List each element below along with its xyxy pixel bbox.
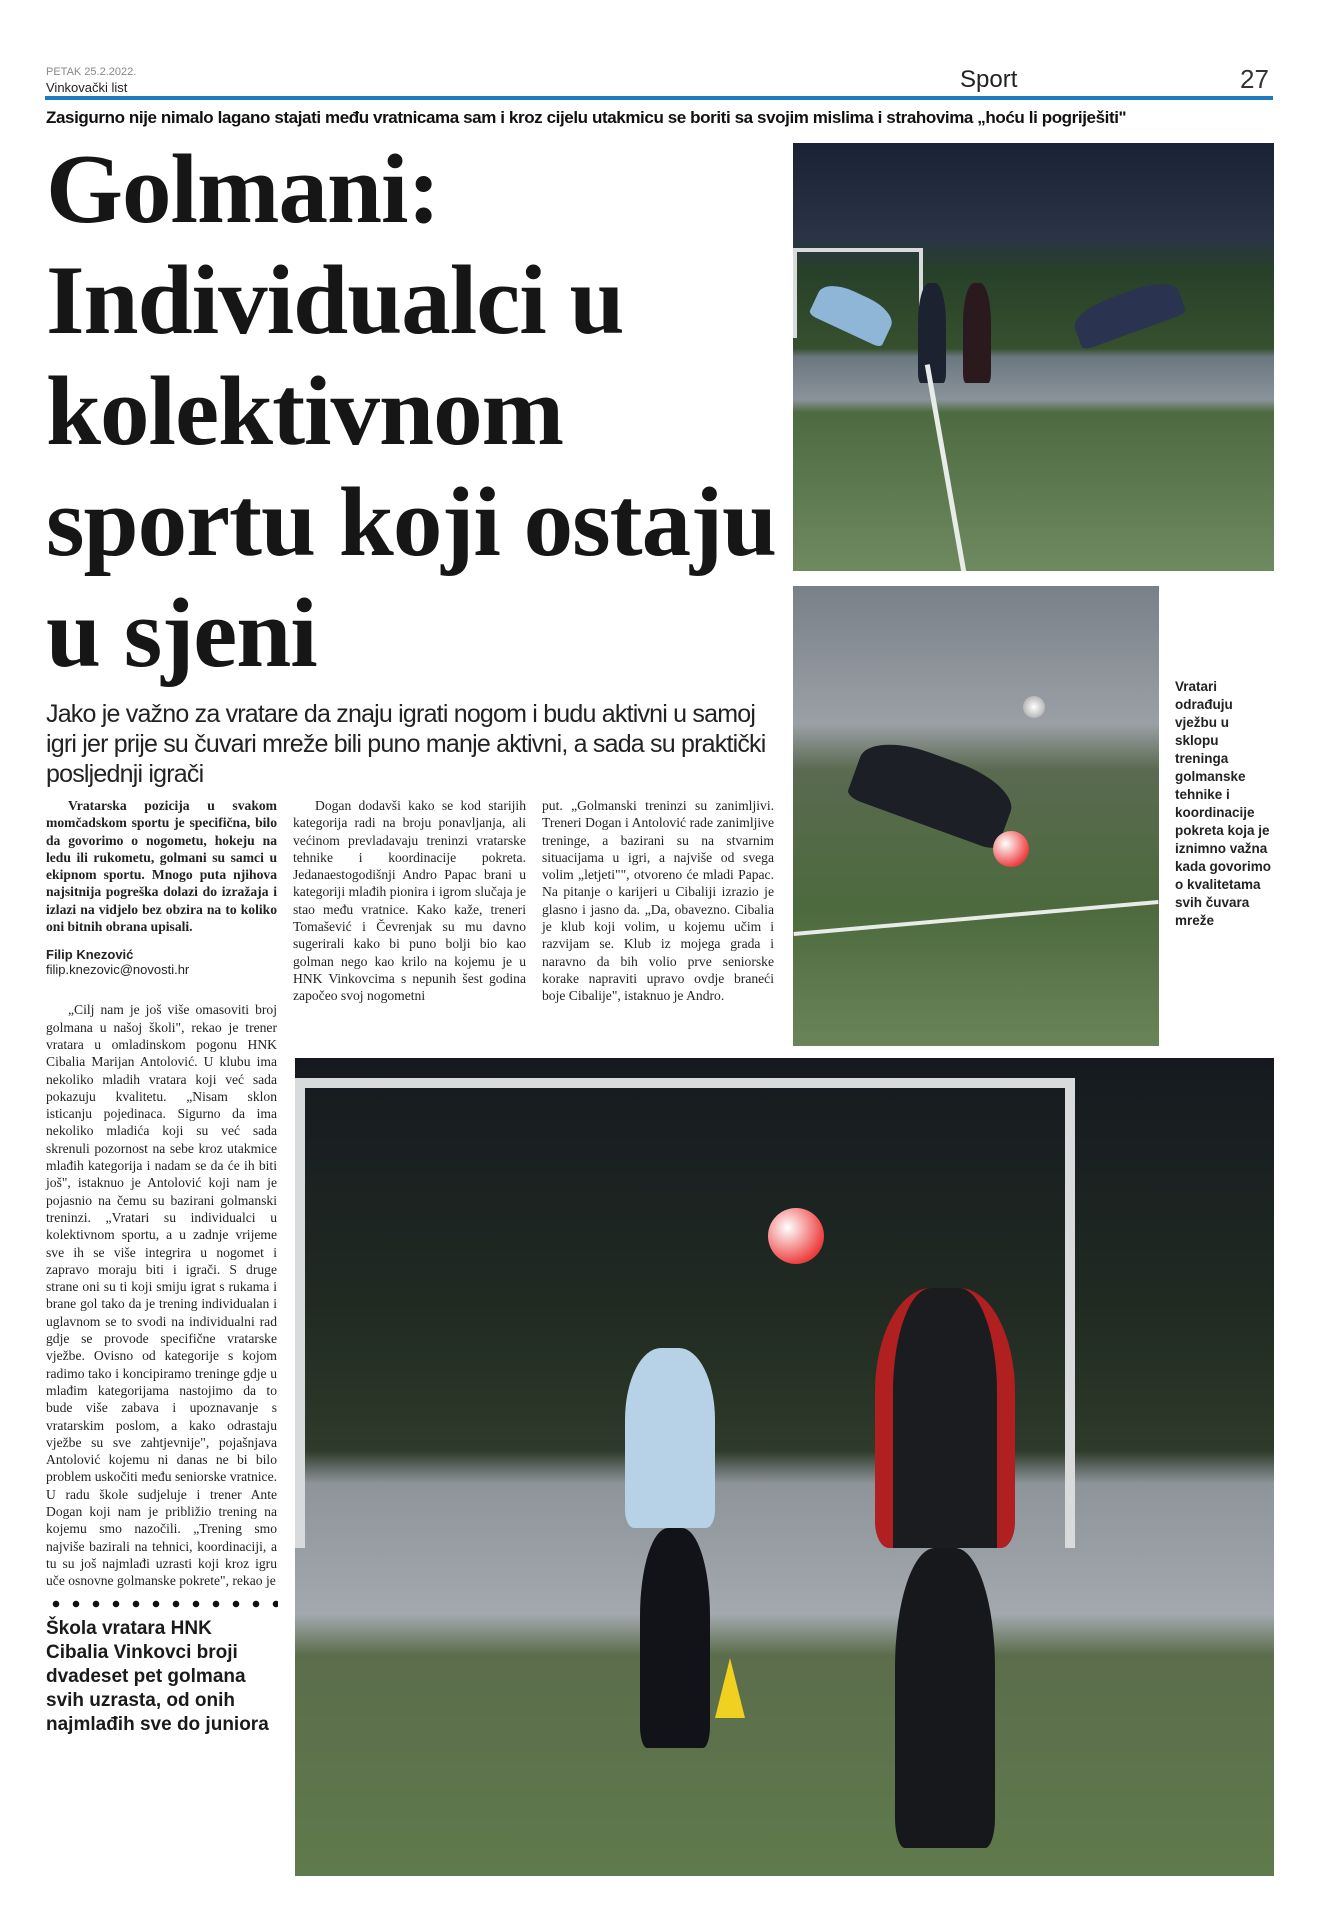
body-column-2: Dogan dodavši kako se kod starijih kategorija radi na broju ponavljanja, ali većinom prevladavaju treninzi vratarske tehnike i koordinacije pokreta. Jedanaestogodišnji Andro Papac brani u kategoriji mlađih pionira i igrom slučaja je stao među vratnice. Kako kaže, treneri Tomašević i Čevrenjak su mu davno sugerirali kako bi puno bolji bio kao golman nego kao krilo na kojemu je u HNK Vinkovcima s nepunih šest godina započeo svoj nogometni [293, 798, 526, 1004]
deck: Jako je važno za vratare da znaju igrati nogom i budu aktivni u samoj igri jer prije su čuvari mreže bili puno manje aktivni, a sada su praktički posljednji igrači [46, 700, 766, 788]
headline: Golmani: Individualci u kolektivnom sportu koji ostaju u sjeni [46, 135, 777, 688]
byline-email[interactable]: filip.knezovic@novosti.hr [46, 962, 190, 978]
pull-quote: Škola vratara HNK Cibalia Vinkovci broji dvadeset pet golmana svih uzrasta, od onih najmlađih sve do juniora [46, 1618, 269, 1736]
newspaper-name: Vinkovački list [46, 80, 128, 95]
article-main [46, 134, 786, 1737]
page-number: 27 [1240, 64, 1269, 94]
kicker: Zasigurno nije nimalo lagano stajati među vratnicama sam i kroz cijelu utakmicu se boriti sa svojim mislima i strahovima „hoću li pogriješiti" [46, 108, 1127, 127]
header-divider [45, 96, 1273, 100]
photo-goalkeeper-save [793, 586, 1159, 1046]
photo-caption: Vratari odrađuju vježbu u sklopu treninga golmanske tehnike i koordinacije pokreta koja je iznimno važna kada govorimo o kvalitetama svih čuvara mreže [1175, 679, 1272, 928]
body-column-3: put. „Golmanski treninzi su zanimljivi. Treneri Dogan i Antolović rade zanimljive treninge, a bazirani su na stvarnim situacijama u igri, a najviše od svega volim „letjeti"", otvoreno će mladi Papac. Na pitanje o karijeri u Cibaliji izrazio je glasno i jasno da. „Da, obavezno. Cibalia je klub koji volim, u kojemu učim i razvijam se. Klub iz mojega grada i naravno da bih volio prve seniorske korake napraviti upravo ovdje braneći boje Cibalije", istaknuo je Andro. [542, 798, 774, 1004]
article-columns [46, 797, 786, 1737]
issue-date: PETAK 25.2.2022. [46, 66, 137, 78]
byline-name: Filip Knezović [46, 947, 134, 963]
body-column-1: „Cilj nam je još više omasoviti broj golmana u našoj školi", rekao je trener vratara u omladinskom pogonu HNK Cibalia Marijan Antolović. U klubu ima nekoliko mladih vratara koji već sada pokazuju kvalitetu. „Nisam sklon isticanju pojedinaca. Sigurno da ima nekoliko mladića koji su već sada skrenuli pozornost na sebe kroz utakmice mlađih kategorija i nadam se da će ih biti još", istaknuo je Antolović koji nam je pojasnio na čemu su bazirani golmanski treninzi. „Vratari su individualci u kolektivnom sportu, a u zadnje vrijeme sve ih se više integrira u nogomet i zapravo moraju biti i igrači. S druge strane oni su ti koji smiju igrat s rukama i brane gol tako da je trening individualan i uglavnom se to svodi na individualni rad gdje se provode specifične vratarske vježbe. Ovisno od kategorije s kojom radimo tako i koncipiramo treninge gdje u mlađim kategorijama nastojimo da to bude više zabava i upoznavanje s vratarskim poslom, a kako odrastaju vježbe su sve zahtjevnije", pojašnjava Antolović kojemu ni danas ne bi bilo problem uskočiti među seniorske vratnice. U radu škole sudjeluje i trener Ante Dogan koji nam je približio trening na kojemu smo nazočili. „Trening smo najviše bazirali na tehnici, koordinaciji, a tu su još najmlađi uzrasti koji kroz igru uče osnovne golmanske pokrete", rekao je [46, 1002, 277, 1589]
photo-goalkeepers-diving [793, 143, 1274, 571]
lead-column [46, 797, 277, 1737]
dotted-divider [46, 1599, 278, 1609]
lead-paragraph: Vratarska pozicija u svakom momčadskom sportu je specifična, bilo da govorimo o nogometu, hokeju na ledu ili rukometu, golmani su samci u ekipnom sportu. Mnogo puta njihova najsitnija pogreška dolazi do izražaja i izlazi na vidjelo bez obzira na to koliko oni bitnih obrana upisali. [46, 798, 277, 935]
section-title: Sport [960, 66, 1018, 93]
